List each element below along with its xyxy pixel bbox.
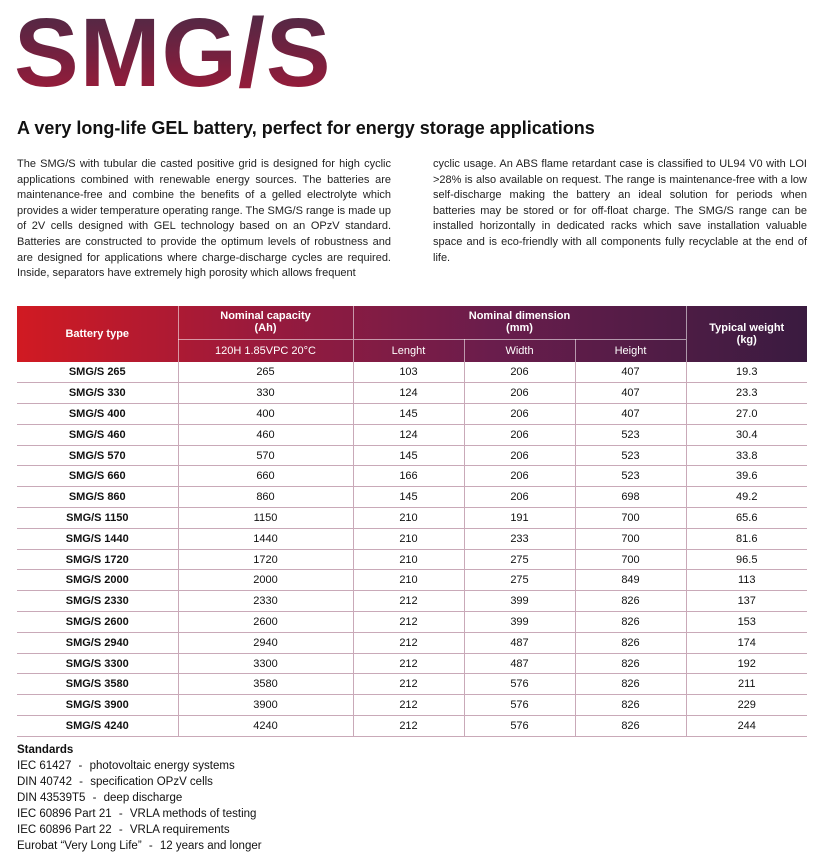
cell-capacity: 2330 — [178, 591, 353, 612]
cell-capacity: 2940 — [178, 632, 353, 653]
table-row — [17, 424, 807, 445]
table-row — [17, 362, 807, 383]
cell-length: 145 — [353, 487, 464, 508]
table-header — [17, 306, 807, 362]
standard-separator: - — [115, 808, 126, 820]
standard-code: IEC 60896 Part 22 — [17, 824, 112, 836]
cell-weight: 96.5 — [686, 549, 807, 570]
standard-description: specification OPzV cells — [90, 776, 213, 788]
header-capacity-condition: 120H 1.85VPC 20°C — [178, 339, 353, 362]
cell-height: 523 — [575, 445, 686, 466]
table-row — [17, 466, 807, 487]
cell-height: 826 — [575, 632, 686, 653]
cell-width: 206 — [464, 487, 575, 508]
cell-length: 210 — [353, 508, 464, 529]
cell-weight: 153 — [686, 612, 807, 633]
cell-width: 275 — [464, 549, 575, 570]
table-row — [17, 404, 807, 425]
cell-length: 212 — [353, 612, 464, 633]
header-width: Width — [464, 339, 575, 362]
table-row — [17, 383, 807, 404]
cell-battery-type: SMG/S 2940 — [17, 632, 178, 653]
cell-height: 849 — [575, 570, 686, 591]
cell-width: 399 — [464, 591, 575, 612]
cell-length: 145 — [353, 445, 464, 466]
cell-height: 698 — [575, 487, 686, 508]
standard-separator: - — [75, 760, 86, 772]
cell-width: 206 — [464, 383, 575, 404]
cell-length: 212 — [353, 591, 464, 612]
cell-width: 191 — [464, 508, 575, 529]
table-row — [17, 508, 807, 529]
cell-capacity: 570 — [178, 445, 353, 466]
cell-length: 145 — [353, 404, 464, 425]
cell-weight: 49.2 — [686, 487, 807, 508]
cell-capacity: 460 — [178, 424, 353, 445]
table-body — [17, 362, 807, 736]
cell-width: 487 — [464, 632, 575, 653]
cell-width: 576 — [464, 716, 575, 737]
cell-capacity: 860 — [178, 487, 353, 508]
cell-weight: 30.4 — [686, 424, 807, 445]
cell-battery-type: SMG/S 400 — [17, 404, 178, 425]
cell-capacity: 400 — [178, 404, 353, 425]
cell-weight: 244 — [686, 716, 807, 737]
cell-weight: 27.0 — [686, 404, 807, 425]
cell-length: 212 — [353, 695, 464, 716]
standard-code: IEC 61427 — [17, 760, 72, 772]
cell-weight: 23.3 — [686, 383, 807, 404]
cell-length: 210 — [353, 549, 464, 570]
header-height: Height — [575, 339, 686, 362]
cell-capacity: 1150 — [178, 508, 353, 529]
cell-capacity: 3580 — [178, 674, 353, 695]
cell-capacity: 1440 — [178, 528, 353, 549]
table-row — [17, 549, 807, 570]
product-title: SMG/S — [14, 0, 332, 107]
header-nominal-dimension: Nominal dimension (mm) — [353, 306, 686, 339]
cell-battery-type: SMG/S 1150 — [17, 508, 178, 529]
table-row — [17, 716, 807, 737]
cell-width: 487 — [464, 653, 575, 674]
cell-width: 399 — [464, 612, 575, 633]
table-row — [17, 612, 807, 633]
standard-item — [17, 806, 262, 822]
intro-column-2: cyclic usage. An ABS flame retardant case is classified to UL94 V0 with LOI >28% is also available on request. The range is maintenance-free with a low self-discharge making the battery an ideal solution for periods when batteries may be stored or for off-float charge. The SMG/S range can be installed horizontally in dedicated racks which save installation valuable space and is eco-friendly with all components fully recyclable at the end of life. — [433, 158, 807, 264]
cell-weight: 211 — [686, 674, 807, 695]
cell-width: 206 — [464, 362, 575, 383]
cell-height: 826 — [575, 716, 686, 737]
cell-capacity: 3900 — [178, 695, 353, 716]
cell-width: 206 — [464, 424, 575, 445]
cell-battery-type: SMG/S 860 — [17, 487, 178, 508]
cell-battery-type: SMG/S 2000 — [17, 570, 178, 591]
standard-description: photovoltaic energy systems — [89, 760, 235, 772]
cell-width: 576 — [464, 695, 575, 716]
standard-item — [17, 822, 262, 838]
standards-section — [17, 742, 262, 854]
cell-height: 523 — [575, 424, 686, 445]
header-nominal-capacity: Nominal capacity (Ah) — [178, 306, 353, 339]
standard-description: VRLA methods of testing — [129, 808, 257, 820]
cell-width: 233 — [464, 528, 575, 549]
cell-height: 826 — [575, 612, 686, 633]
cell-width: 576 — [464, 674, 575, 695]
cell-weight: 137 — [686, 591, 807, 612]
cell-capacity: 1720 — [178, 549, 353, 570]
cell-length: 124 — [353, 383, 464, 404]
cell-length: 103 — [353, 362, 464, 383]
cell-height: 407 — [575, 383, 686, 404]
cell-battery-type: SMG/S 1440 — [17, 528, 178, 549]
cell-weight: 65.6 — [686, 508, 807, 529]
cell-height: 826 — [575, 653, 686, 674]
table-row — [17, 591, 807, 612]
specifications-table — [17, 306, 807, 737]
cell-capacity: 330 — [178, 383, 353, 404]
cell-battery-type: SMG/S 3900 — [17, 695, 178, 716]
standard-item — [17, 774, 262, 790]
cell-capacity: 660 — [178, 466, 353, 487]
cell-height: 407 — [575, 362, 686, 383]
cell-length: 124 — [353, 424, 464, 445]
cell-height: 700 — [575, 549, 686, 570]
table-row — [17, 653, 807, 674]
standard-code: IEC 60896 Part 21 — [17, 808, 112, 820]
cell-length: 210 — [353, 570, 464, 591]
cell-battery-type: SMG/S 4240 — [17, 716, 178, 737]
standard-separator: - — [75, 776, 87, 788]
cell-length: 166 — [353, 466, 464, 487]
cell-battery-type: SMG/S 265 — [17, 362, 178, 383]
cell-height: 700 — [575, 528, 686, 549]
standard-separator: - — [145, 840, 156, 852]
cell-width: 275 — [464, 570, 575, 591]
cell-battery-type: SMG/S 570 — [17, 445, 178, 466]
cell-weight: 39.6 — [686, 466, 807, 487]
cell-battery-type: SMG/S 660 — [17, 466, 178, 487]
cell-length: 210 — [353, 528, 464, 549]
cell-height: 523 — [575, 466, 686, 487]
cell-battery-type: SMG/S 3300 — [17, 653, 178, 674]
cell-weight: 113 — [686, 570, 807, 591]
cell-battery-type: SMG/S 2600 — [17, 612, 178, 633]
cell-height: 826 — [575, 591, 686, 612]
cell-battery-type: SMG/S 1720 — [17, 549, 178, 570]
cell-weight: 229 — [686, 695, 807, 716]
cell-height: 826 — [575, 695, 686, 716]
cell-width: 206 — [464, 445, 575, 466]
cell-width: 206 — [464, 466, 575, 487]
intro-column-1: The SMG/S with tubular die casted positive grid is designed for high cyclic applications combined with renewable energy sources. The batteries are maintenance-free and combine the benefits of a gelled electrolyte which provides a wider temperature operating range. The SMG/S range is made up of 2V cells designed with GEL technology based on an OPzV standard. Batteries are constructed to provide the optimum levels of robustness and are designed for applications where charge-discharge cycles are required. Inside, separators have extremely high porosity which allows frequent — [17, 158, 391, 280]
cell-height: 407 — [575, 404, 686, 425]
cell-length: 212 — [353, 653, 464, 674]
cell-weight: 81.6 — [686, 528, 807, 549]
standard-item — [17, 838, 262, 854]
table-row — [17, 674, 807, 695]
cell-height: 826 — [575, 674, 686, 695]
table-row — [17, 528, 807, 549]
header-typical-weight: Typical weight (kg) — [709, 322, 785, 346]
cell-capacity: 265 — [178, 362, 353, 383]
cell-battery-type: SMG/S 2330 — [17, 591, 178, 612]
cell-battery-type: SMG/S 330 — [17, 383, 178, 404]
standard-code: Eurobat “Very Long Life” — [17, 840, 142, 852]
table-row — [17, 570, 807, 591]
cell-battery-type: SMG/S 460 — [17, 424, 178, 445]
standard-item — [17, 758, 262, 774]
cell-capacity: 3300 — [178, 653, 353, 674]
cell-width: 206 — [464, 404, 575, 425]
cell-weight: 192 — [686, 653, 807, 674]
standard-description: 12 years and longer — [159, 840, 262, 852]
cell-weight: 174 — [686, 632, 807, 653]
cell-capacity: 4240 — [178, 716, 353, 737]
standard-separator: - — [115, 824, 126, 836]
standard-description: VRLA requirements — [129, 824, 230, 836]
table-row — [17, 632, 807, 653]
cell-length: 212 — [353, 674, 464, 695]
cell-length: 212 — [353, 716, 464, 737]
table-row — [17, 487, 807, 508]
product-subtitle: A very long-life GEL battery, perfect for energy storage applications — [17, 118, 595, 138]
standards-title: Standards — [17, 744, 74, 756]
standard-separator: - — [89, 792, 100, 804]
cell-capacity: 2600 — [178, 612, 353, 633]
cell-battery-type: SMG/S 3580 — [17, 674, 178, 695]
standard-code: DIN 43539T5 — [17, 792, 86, 804]
cell-height: 700 — [575, 508, 686, 529]
table-row — [17, 695, 807, 716]
header-length: Lenght — [353, 339, 464, 362]
cell-length: 212 — [353, 632, 464, 653]
cell-capacity: 2000 — [178, 570, 353, 591]
cell-weight: 19.3 — [686, 362, 807, 383]
table-row — [17, 445, 807, 466]
standards-list — [17, 758, 262, 854]
cell-weight: 33.8 — [686, 445, 807, 466]
header-battery-type: Battery type — [17, 306, 178, 362]
standard-description: deep discharge — [103, 792, 183, 804]
standard-code: DIN 40742 — [17, 776, 72, 788]
standard-item — [17, 790, 262, 806]
